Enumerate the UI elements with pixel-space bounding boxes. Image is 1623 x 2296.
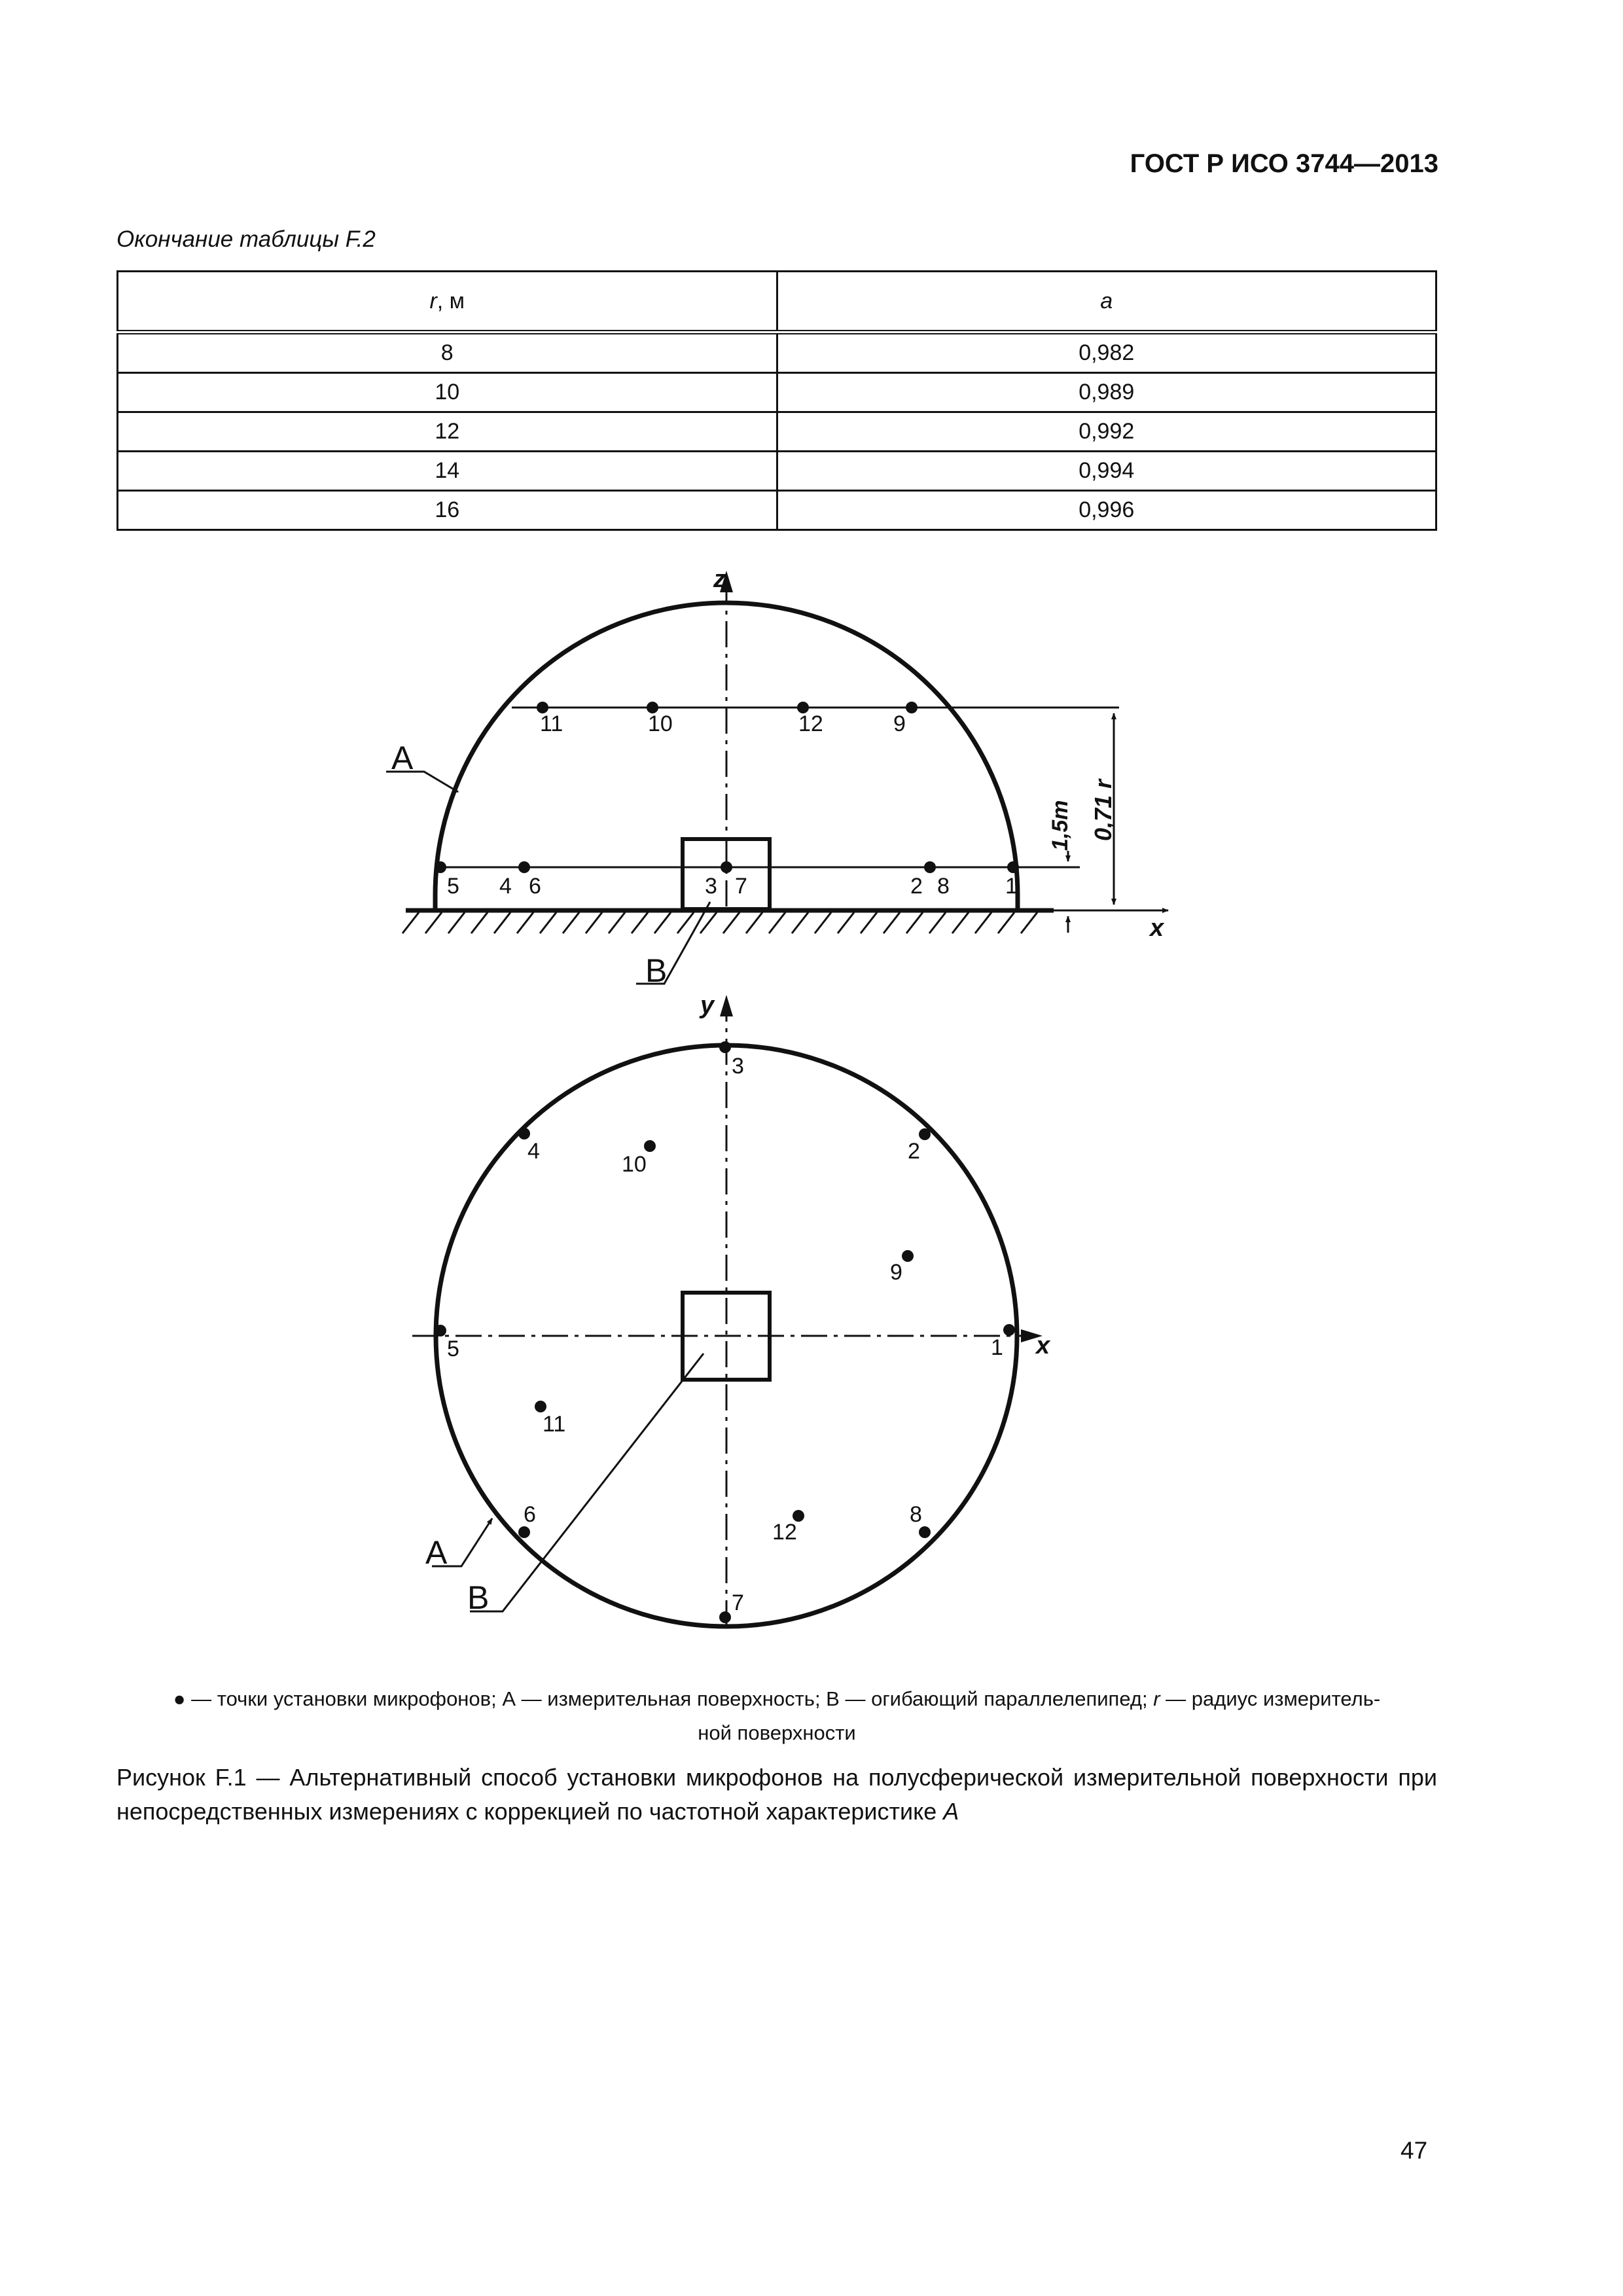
figure-caption-italic: A bbox=[943, 1798, 959, 1825]
elev-label-7: 7 bbox=[735, 874, 747, 899]
mic-point-2-8 bbox=[924, 861, 936, 873]
leader-b-plan bbox=[470, 1354, 704, 1611]
plan-mic-point-10 bbox=[644, 1140, 656, 1152]
plan-label-12: 12 bbox=[772, 1520, 797, 1545]
elev-label-8: 8 bbox=[937, 874, 950, 899]
cell-r: 8 bbox=[118, 332, 777, 373]
plan-label-4: 4 bbox=[527, 1139, 540, 1164]
cell-a: 0,982 bbox=[777, 332, 1436, 373]
plan-label-1: 1 bbox=[991, 1335, 1003, 1360]
elev-label-3: 3 bbox=[705, 874, 717, 899]
elev-label-5: 5 bbox=[447, 874, 459, 899]
label-b-elevation: B bbox=[645, 952, 668, 989]
header-a: a bbox=[777, 272, 1436, 332]
mic-point-5 bbox=[435, 861, 446, 873]
cell-r: 12 bbox=[118, 412, 777, 452]
legend-line2: ной поверхности bbox=[698, 1721, 856, 1744]
figure-caption bbox=[116, 1761, 1437, 1829]
elev-label-10: 10 bbox=[648, 711, 673, 736]
plan-labels bbox=[425, 992, 1051, 1616]
document-code: ГОСТ Р ИСО 3744—2013 bbox=[1130, 149, 1438, 178]
cell-r: 14 bbox=[118, 452, 777, 491]
elev-label-2: 2 bbox=[910, 874, 923, 899]
cell-a: 0,994 bbox=[777, 452, 1436, 491]
cell-r: 16 bbox=[118, 491, 777, 530]
dim-small-label: 1,5m bbox=[1048, 800, 1073, 851]
header-r-unit: , м bbox=[437, 288, 465, 314]
cell-a: 0,996 bbox=[777, 491, 1436, 530]
plan-mic-point-8 bbox=[919, 1526, 931, 1538]
legend-line1-end: — радиус измеритель- bbox=[1160, 1687, 1381, 1710]
label-a-elevation: A bbox=[391, 740, 414, 776]
y-axis-label: y bbox=[700, 992, 715, 1019]
plan-mic-point-4 bbox=[518, 1128, 530, 1139]
mic-point-4-6 bbox=[518, 861, 530, 873]
label-a-plan: A bbox=[425, 1534, 448, 1571]
cell-r: 10 bbox=[118, 373, 777, 412]
plan-label-9: 9 bbox=[890, 1260, 902, 1285]
elevation-view bbox=[386, 571, 1168, 984]
header-r-symbol: r bbox=[429, 288, 437, 314]
plan-mic-point-11 bbox=[535, 1401, 546, 1412]
y-axis-arrow-icon bbox=[720, 995, 733, 1016]
plan-label-10: 10 bbox=[622, 1152, 647, 1177]
x-axis-label-elevation: x bbox=[1150, 914, 1164, 942]
x-axis-label-plan: x bbox=[1036, 1332, 1050, 1359]
z-axis-label: z bbox=[713, 565, 726, 593]
plan-label-3: 3 bbox=[732, 1054, 744, 1079]
table-caption: Окончание таблицы F.2 bbox=[116, 226, 376, 252]
dim-large-label: 0,71 r bbox=[1090, 779, 1116, 841]
plan-mic-point-5 bbox=[435, 1325, 446, 1336]
mic-point-9 bbox=[906, 702, 918, 713]
ground-hatching bbox=[402, 912, 1037, 933]
elev-label-9: 9 bbox=[893, 711, 906, 736]
elev-label-1: 1 bbox=[1005, 874, 1018, 899]
plan-label-8: 8 bbox=[910, 1502, 922, 1527]
elev-label-6: 6 bbox=[529, 874, 541, 899]
plan-label-7: 7 bbox=[732, 1590, 744, 1615]
plan-view bbox=[412, 995, 1043, 1626]
figure-legend bbox=[116, 1682, 1437, 1750]
plan-mic-point-1 bbox=[1003, 1324, 1015, 1336]
elev-label-11: 11 bbox=[540, 711, 563, 736]
legend-dot-icon: ● bbox=[173, 1687, 186, 1710]
label-b-plan: B bbox=[467, 1579, 490, 1616]
figure-caption-text: Рисунок F.1 — Альтернативный способ установки микрофонов на полусферической измерительной поверхности при непосредственных измерениях с коррекцией по частотной характеристике bbox=[116, 1764, 1437, 1825]
plan-label-2: 2 bbox=[908, 1139, 920, 1164]
elev-label-4: 4 bbox=[499, 874, 512, 899]
plan-label-6: 6 bbox=[524, 1502, 536, 1527]
elev-label-12: 12 bbox=[798, 711, 823, 736]
plan-mic-point-2 bbox=[919, 1128, 931, 1140]
plan-mic-point-3 bbox=[719, 1041, 731, 1053]
plan-label-11: 11 bbox=[543, 1412, 566, 1437]
elevation-labels bbox=[391, 565, 1165, 989]
legend-r-symbol: r bbox=[1153, 1687, 1160, 1710]
mic-point-1 bbox=[1007, 861, 1019, 873]
mic-point-3-7 bbox=[721, 861, 732, 873]
cell-a: 0,992 bbox=[777, 412, 1436, 452]
page-number: 47 bbox=[1400, 2137, 1428, 2164]
cell-a: 0,989 bbox=[777, 373, 1436, 412]
legend-line1: — точки установки микрофонов; А — измерительная поверхность; В — огибающий параллелепипед; bbox=[191, 1687, 1154, 1710]
plan-mic-point-9 bbox=[902, 1250, 914, 1262]
plan-mic-point-6 bbox=[518, 1526, 530, 1538]
plan-mic-point-7 bbox=[719, 1611, 731, 1623]
plan-label-5: 5 bbox=[447, 1336, 459, 1361]
